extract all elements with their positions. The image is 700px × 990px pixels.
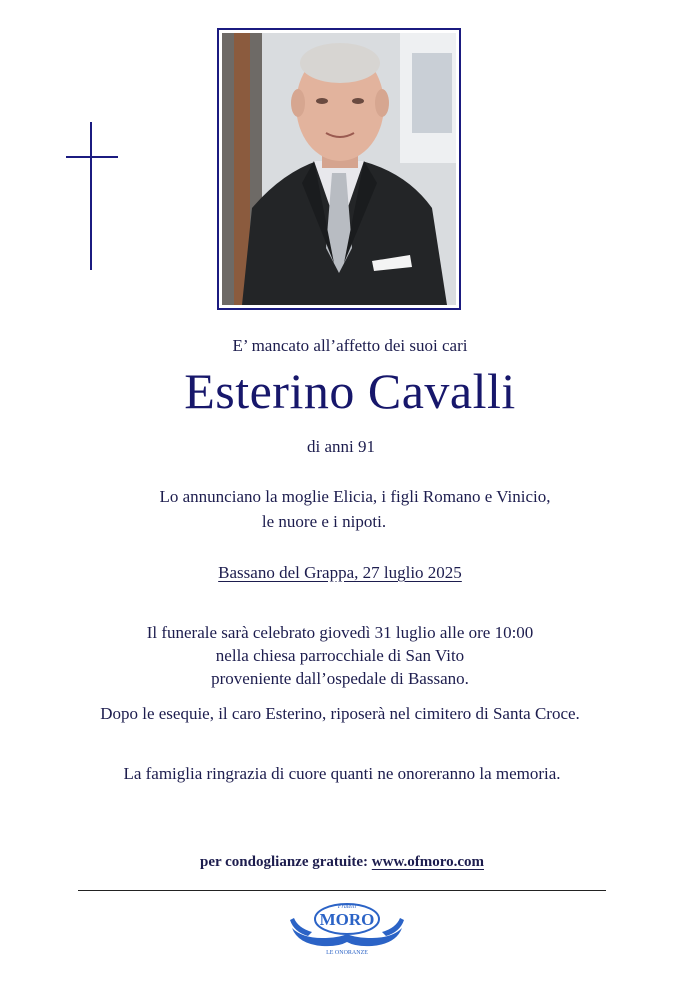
- divider: [78, 890, 606, 891]
- portrait-photo: [222, 33, 456, 305]
- hands-logo: [288, 898, 406, 956]
- funeral-line: Il funerale sarà celebrato giovedì 31 luglio alle ore 10:00: [146, 623, 534, 642]
- logo-top-text: Fratelli: [337, 904, 357, 910]
- place-date: [0, 563, 680, 583]
- logo-main-text: MORO: [319, 910, 375, 929]
- thanks-text: La famiglia ringrazia di cuore quanti ne onoreranno la memoria.: [123, 764, 561, 783]
- age-text: di anni 91: [307, 437, 375, 456]
- funeral-line: proveniente dall’ospedale di Bassano.: [211, 669, 469, 688]
- cross-icon: [66, 122, 118, 270]
- logo-bottom-text: LE ONORANZE: [326, 950, 368, 956]
- place-date-text: Bassano del Grappa, 27 luglio 2025: [218, 563, 462, 582]
- announcement: [0, 484, 700, 534]
- deceased-name: Esterino Cavalli: [184, 363, 516, 419]
- funeral-info: [0, 621, 680, 690]
- announcement-line: Lo annunciano la moglie Elicia, i figli Romano e Vinicio,: [159, 487, 551, 506]
- condolences-link[interactable]: www.ofmoro.com: [371, 854, 484, 870]
- announcement-line: le nuore e i nipoti.: [261, 512, 387, 531]
- intro-text: E’ mancato all’affetto dei suoi cari: [232, 336, 468, 355]
- condolences: [0, 854, 684, 871]
- portrait-frame: [217, 28, 461, 310]
- condolences-label: per condoglianze gratuite:: [200, 854, 369, 870]
- burial-text: Dopo le esequie, il caro Esterino, riposerà nel cimitero di Santa Croce.: [100, 704, 580, 723]
- funeral-line: nella chiesa parrocchiale di San Vito: [215, 646, 465, 665]
